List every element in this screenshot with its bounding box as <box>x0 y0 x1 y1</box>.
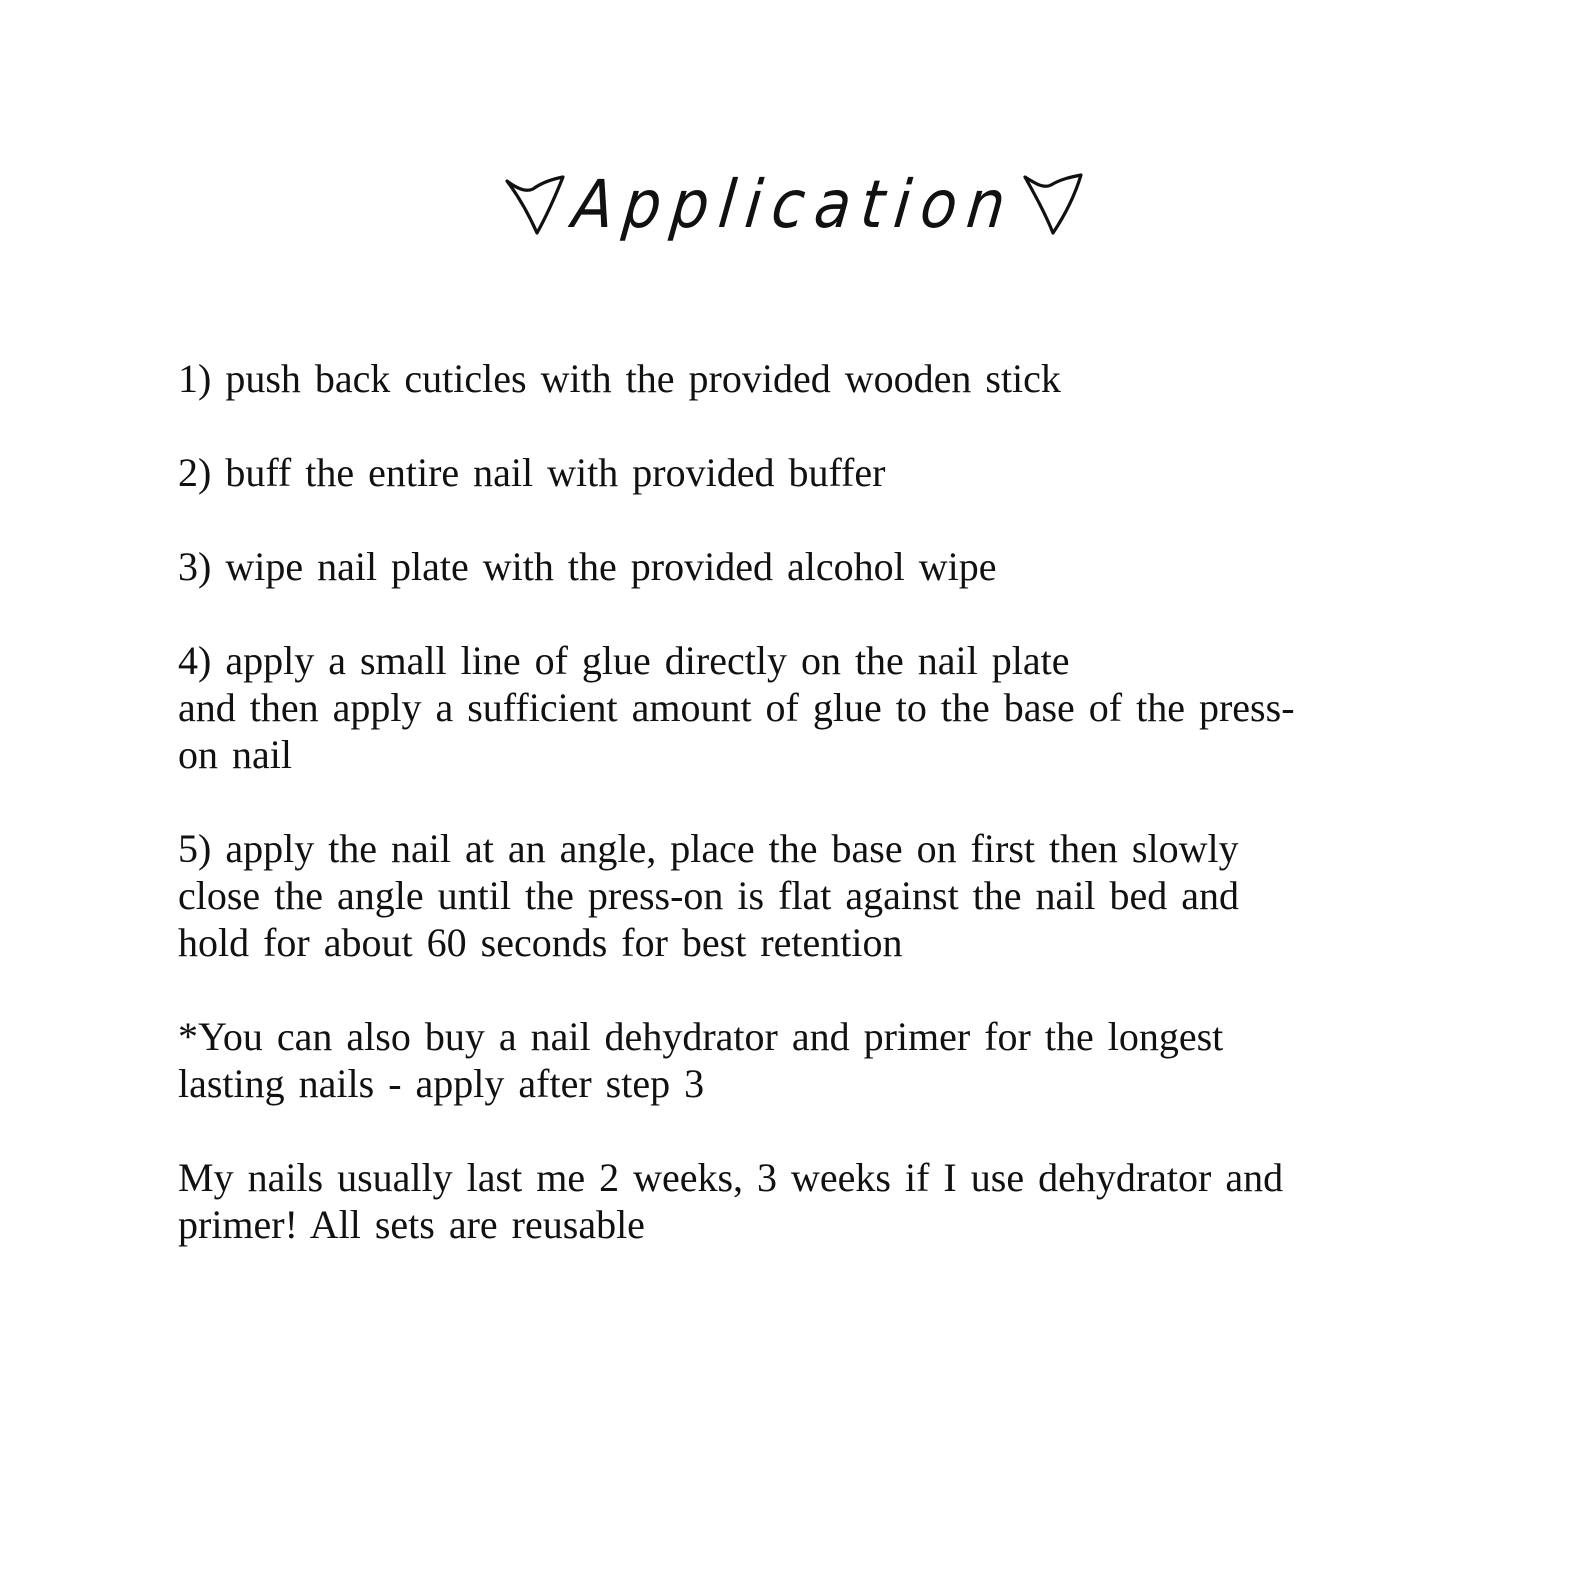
step-2 <box>178 449 1428 496</box>
title-row <box>0 150 1588 260</box>
note-line: *You can also buy a nail dehydrator and primer for the longest <box>178 1014 1224 1059</box>
heart-outline-icon <box>1021 171 1085 239</box>
step-line: hold for about 60 seconds for best retention <box>178 920 903 965</box>
step-line: 3) wipe nail plate with the provided alcohol wipe <box>178 544 997 589</box>
instructions <box>178 355 1428 1295</box>
closing-line: My nails usually last me 2 weeks, 3 weeks if I use dehydrator and <box>178 1155 1284 1200</box>
step-3 <box>178 543 1428 590</box>
step-line: 2) buff the entire nail with provided buffer <box>178 450 886 495</box>
step-line: 4) apply a small line of glue directly on the nail plate <box>178 638 1070 683</box>
step-line: close the angle until the press-on is flat against the nail bed and <box>178 873 1240 918</box>
step-1 <box>178 355 1428 402</box>
note-line: lasting nails - apply after step 3 <box>178 1061 705 1106</box>
closing-line: primer! All sets are reusable <box>178 1202 645 1247</box>
step-line: and then apply a sufficient amount of glue to the base of the press- <box>178 685 1295 730</box>
step-line: on nail <box>178 732 292 777</box>
heart-outline-icon <box>503 171 567 239</box>
step-4 <box>178 637 1428 778</box>
step-line: 1) push back cuticles with the provided wooden stick <box>178 356 1061 401</box>
step-5 <box>178 825 1428 966</box>
note <box>178 1013 1428 1107</box>
closing <box>178 1154 1428 1248</box>
step-line: 5) apply the nail at an angle, place the base on first then slowly <box>178 826 1239 871</box>
page-title: Application <box>569 166 1019 243</box>
